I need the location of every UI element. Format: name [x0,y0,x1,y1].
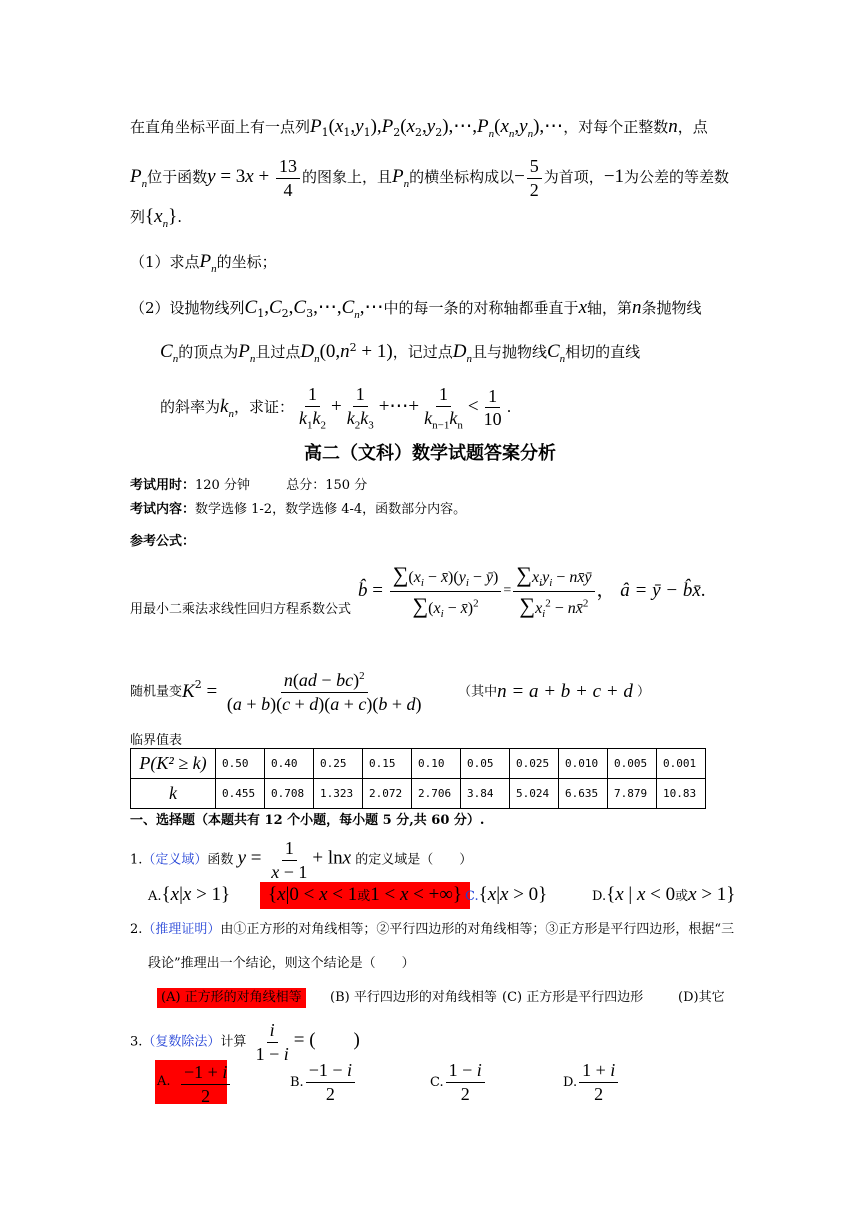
mc-question-2-line-1 [130,922,734,938]
score-value: 150 分 [325,478,368,493]
table-cell: 0.001 [657,749,706,779]
q3-tag: （复数除法） [142,1034,221,1050]
row-header-p: P(K² ≥ k) [131,749,216,779]
table-cell: 0.708 [265,779,314,809]
table-cell: 1.323 [314,779,363,809]
mc-question-3: 3.（复数除法）计算 $\frac{i}{1 - i}$ = ( ) [130,1020,360,1064]
q3-option-b: B. $\frac{-1 - i}{2}$ [290,1060,357,1104]
q2-number: 2. [130,922,143,937]
answer-title: 高二（文科）数学试题答案分析 [304,443,556,464]
content-value: 数学选修 1-2，数学选修 4-4，函数部分内容。 [195,502,467,517]
k2-label: 随机量变 [130,684,183,700]
q3-option-d: D. $\frac{1 + i}{2}$ [563,1060,620,1104]
q2-option-a-highlighted: (A) 正方形的对角线相等 [157,988,306,1008]
problem-line-1: 在直角坐标平面上有一点列$P_1(x_1,y_1),P_2(x_2,y_2),\cdots,P_n(x_n,y_n),\cdots$，对每个正整数n，点 [130,116,708,140]
table-label: 临界值表 [130,733,183,748]
q2-stem-b: 段论”推理出一个结论，则这个结论是（ ） [148,956,415,971]
regression-label: 用最小二乘法求线性回归方程系数公式 [130,602,352,617]
content-label: 考试内容： [130,502,196,517]
table-cell: 0.25 [314,749,363,779]
table-cell: 0.15 [363,749,412,779]
problem-line-3: 列$\{x_n\}$. [130,206,182,230]
q2-option-d: (D)其它 [678,990,725,1005]
table-cell: 7.879 [608,779,657,809]
problem-line-2: $P_n$位于函数y = 3x + $\frac{13}{4}$ 的图象上，且$P_n$的横坐标构成以− $\frac{5}{2}$ 为首项，−1为公差的等差数 [130,156,730,200]
table-cell: 0.40 [265,749,314,779]
table-cell: 2.072 [363,779,412,809]
exam-content-row [130,502,466,518]
table-row [131,749,706,779]
q2-stem-a: 由①正方形的对角线相等；②平行四边形的对角线相等；③正方形是平行四边形，根据“三 [220,922,735,937]
q3-stem-a: 计算 [220,1034,247,1050]
table-cell: 0.10 [412,749,461,779]
q2-option-c: (C) 正方形是平行四边形 [502,990,644,1005]
table-row [131,779,706,809]
table-cell: 3.84 [461,779,510,809]
q1-stem-a: 函数 [207,852,234,868]
table-cell: 5.024 [510,779,559,809]
table-cell: 0.05 [461,749,510,779]
q1-number: 1. [130,852,143,868]
question-1: （1）求点$P_n$的坐标； [130,251,277,275]
table-cell: 0.005 [608,749,657,779]
q2-tag: （推理证明） [142,922,221,937]
q3-number: 3. [130,1034,143,1050]
table-cell: 0.50 [216,749,265,779]
q1-option-a: A.{x|x > 1} [148,884,231,905]
table-cell: 6.635 [559,779,608,809]
question-2-line-3: 的斜率为$k_n$，求证： $\frac{1}{k_1k_2}$ + $\frac{1}{k_2k_3}$ +⋯+ $\frac{1}{k_{n-1}k_n}$ < $\frac{1}{10}$ . [160,384,512,432]
regression-formula: b̂ = $\frac{\sum(x_i - x̄)(y_i - ȳ)}{\sum(x_i - x̄)^2}$ = $\frac{\sum x_iy_i - nx̄ȳ}{\sum x_i^2 - nx̄^2}$ ， â = ȳ − b̂x̄. [358,562,706,621]
table-cell: 10.83 [657,779,706,809]
k2-note: （其中 [458,684,498,700]
formula-label: 参考公式： [130,534,196,549]
critical-value-table [130,748,706,809]
table-cell: 0.025 [510,749,559,779]
time-label: 考试用时： [130,478,196,493]
q1-tag: （定义域） [142,852,208,868]
row-header-k: k [131,779,216,809]
exam-time-row [130,478,367,494]
q1-stem-b: 的定义域是（ ） [355,852,473,868]
q3-option-c: C. $\frac{1 - i}{2}$ [430,1060,487,1104]
q1-option-d: D.{x | x < 0或x > 1} [592,884,736,905]
q1-option-b-highlighted: {x|0 < x < 1或1 < x < +∞} [260,882,470,909]
table-cell: 2.706 [412,779,461,809]
q1-option-c: C.{x|x > 0} [465,884,548,905]
question-2-line-1: （2）设抛物线列$C_1,C_2,C_3,\cdots,C_n,\cdots$中的每一条的对称轴都垂直于x轴，第n条抛物线 [130,297,702,321]
question-2-line-2: $C_n$的顶点为$P_n$且过点$D_n(0,n^2 + 1)$，记过点$D_n$且与抛物线$C_n$相切的直线 [160,341,641,365]
q2-option-b: (B) 平行四边形的对角线相等 [330,990,497,1005]
section-title: 一、选择题（本题共有 12 个小题，每小题 5 分,共 60 分）. [130,813,485,828]
score-label: 总分： [286,478,326,493]
mc-question-1: 1.（定义域）函数 y = $\frac{1}{x - 1}$ + lnx 的定义域是（ ） [130,838,473,882]
table-cell: 0.010 [559,749,608,779]
q3-option-a-highlighted: A. $\frac{-1 + i}{2}$ [155,1060,227,1104]
k2-formula-row: 随机量变$K^2$ = $\frac{n(ad - bc)^2}{(a + b)(c + d)(a + c)(b + d)}$ （其中n = a + b + c + d ） [130,670,650,714]
time-value: 120 分钟 [195,478,250,493]
table-cell: 0.455 [216,779,265,809]
